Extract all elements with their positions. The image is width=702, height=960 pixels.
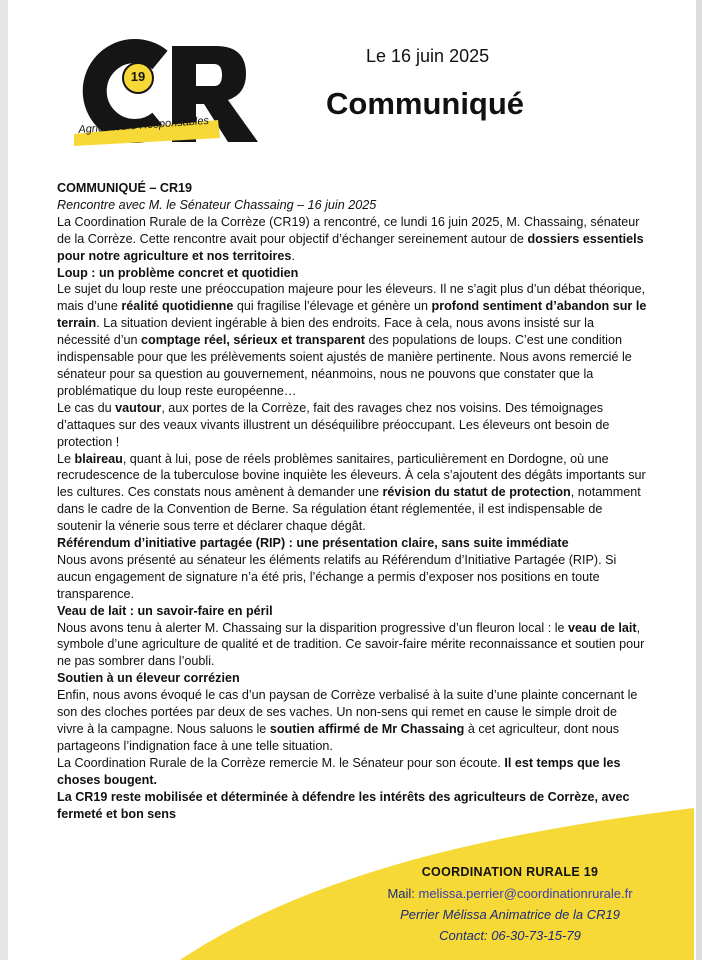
document-date: Le 16 juin 2025 <box>366 46 490 66</box>
section-title-soutien: Soutien à un éleveur corrézien <box>57 671 240 686</box>
logo-tagline: Agriculteurs Responsables <box>78 114 210 136</box>
blaireau-paragraph: Le blaireau, quant à lui, pose de réels problèmes sanitaires, particulièrement en Dordogne, où une recrudescence de la tuberculose bovine inquiète les éleveurs. À cela s’ajoutent des dégâts importants sur les cultures. Ces constats nous amènent à demander une révision du statut de protection, notamment dans le cadre de la Convention de Berne. Sa régulation étant réglementée, il est indispensable de soutenir la vénerie sous terre et déclarer chaque dégât. <box>57 451 646 534</box>
vautour-paragraph: Le cas du vautour, aux portes de la Corrèze, fait des ravages chez nos voisins. Des témoignages d’attaques sur des veaux vivants illustrent un déséquilibre préoccupant. Les éleveurs ont besoin de protection ! <box>57 400 610 449</box>
section-title-veau: Veau de lait : un savoir-faire en péril <box>57 603 273 618</box>
communique-heading: COMMUNIQUÉ – CR19 <box>57 181 193 195</box>
soutien-paragraph: Enfin, nous avons évoqué le cas d’un paysan de Corrèze verbalisé à la suite d’une plainte concernant le son des cloches portées par deux de ses vaches. Un non-sens qui remet en cause le simple droit de vivre à la campagne. Nous saluons le soutien affirmé de Mr Chassaing à cet agriculteur, dont nous partageons l’indignation face à une telle situation. <box>57 688 638 753</box>
intro-paragraph: La Coordination Rurale de la Corrèze (CR19) a rencontré, ce lundi 16 juin 2025, M. Chassaing, sénateur de la Corrèze. Cette rencontre avait pour objectif d’échanger sereinement autour de dossiers essentiels pour notre agriculture et nos territoires. <box>57 214 644 263</box>
document-title: Communiqué <box>326 86 525 121</box>
footer-org-name: COORDINATION RURALE 19 <box>421 865 599 879</box>
communique-subheading: Rencontre avec M. le Sénateur Chassaing – 16 juin 2025 <box>57 197 377 212</box>
closing-paragraph: La Coordination Rurale de la Corrèze remercie M. le Sénateur pour son écoute. Il est temps que les choses bougent. <box>57 755 621 787</box>
cr19-logo <box>68 38 264 146</box>
final-statement: La CR19 reste mobilisée et déterminée à défendre les intérêts des agriculteurs de Corrèze, avec fermeté et bon sens <box>57 789 630 821</box>
contact-footer <box>340 862 680 946</box>
veau-paragraph: Nous avons tenu à alerter M. Chassaing sur la disparition progressive d’un fleuron local : le veau de lait, symbole d’une agriculture de qualité et de tradition. Ce savoir-faire mérite reconnaissance et soutien pour ne pas sombrer dans l’oubli. <box>57 620 645 669</box>
section-title-loup: Loup : un problème concret et quotidien <box>57 265 299 280</box>
logo-badge-text: 19 <box>130 69 146 84</box>
mail-link[interactable]: melissa.perrier@coordinationrurale.fr <box>418 886 633 901</box>
section-title-rip: Référendum d’initiative partagée (RIP) : une présentation claire, sans suite immédiate <box>57 536 569 551</box>
mail-label: Mail: <box>387 886 419 901</box>
footer-contact: Contact: 06-30-73-15-79 <box>439 928 581 943</box>
communique-body <box>57 180 647 822</box>
loup-paragraph: Le sujet du loup reste une préoccupation majeure pour les éleveurs. Il ne s’agit plus d’un débat théorique, mais d’une réalité quotidienne qui fragilise l’élevage et génère un profond sentiment d’abandon sur le terrain. La situation devient ingérable à bien des endroits. Face à cela, nous avons insisté sur la nécessité d’un comptage réel, sérieux et transparent des populations de loups. C’est une condition indispensable pour que les prélèvements soient ajustés de manière pertinente. Nous avons remercié le sénateur pour sa question au gouvernement, néanmoins, nous ne pouvons que constater que la problématique du loup reste européenne… <box>57 282 647 398</box>
footer-person: Perrier Mélissa Animatrice de la CR19 <box>400 907 620 922</box>
footer-mail-line <box>340 883 680 904</box>
rip-paragraph: Nous avons présenté au sénateur les éléments relatifs au Référendum d’Initiative Partagée (RIP). Si aucun engagement de signature n’a été pris, l’échange a permis d’exposer nos positions en toute transparence. <box>57 552 617 601</box>
